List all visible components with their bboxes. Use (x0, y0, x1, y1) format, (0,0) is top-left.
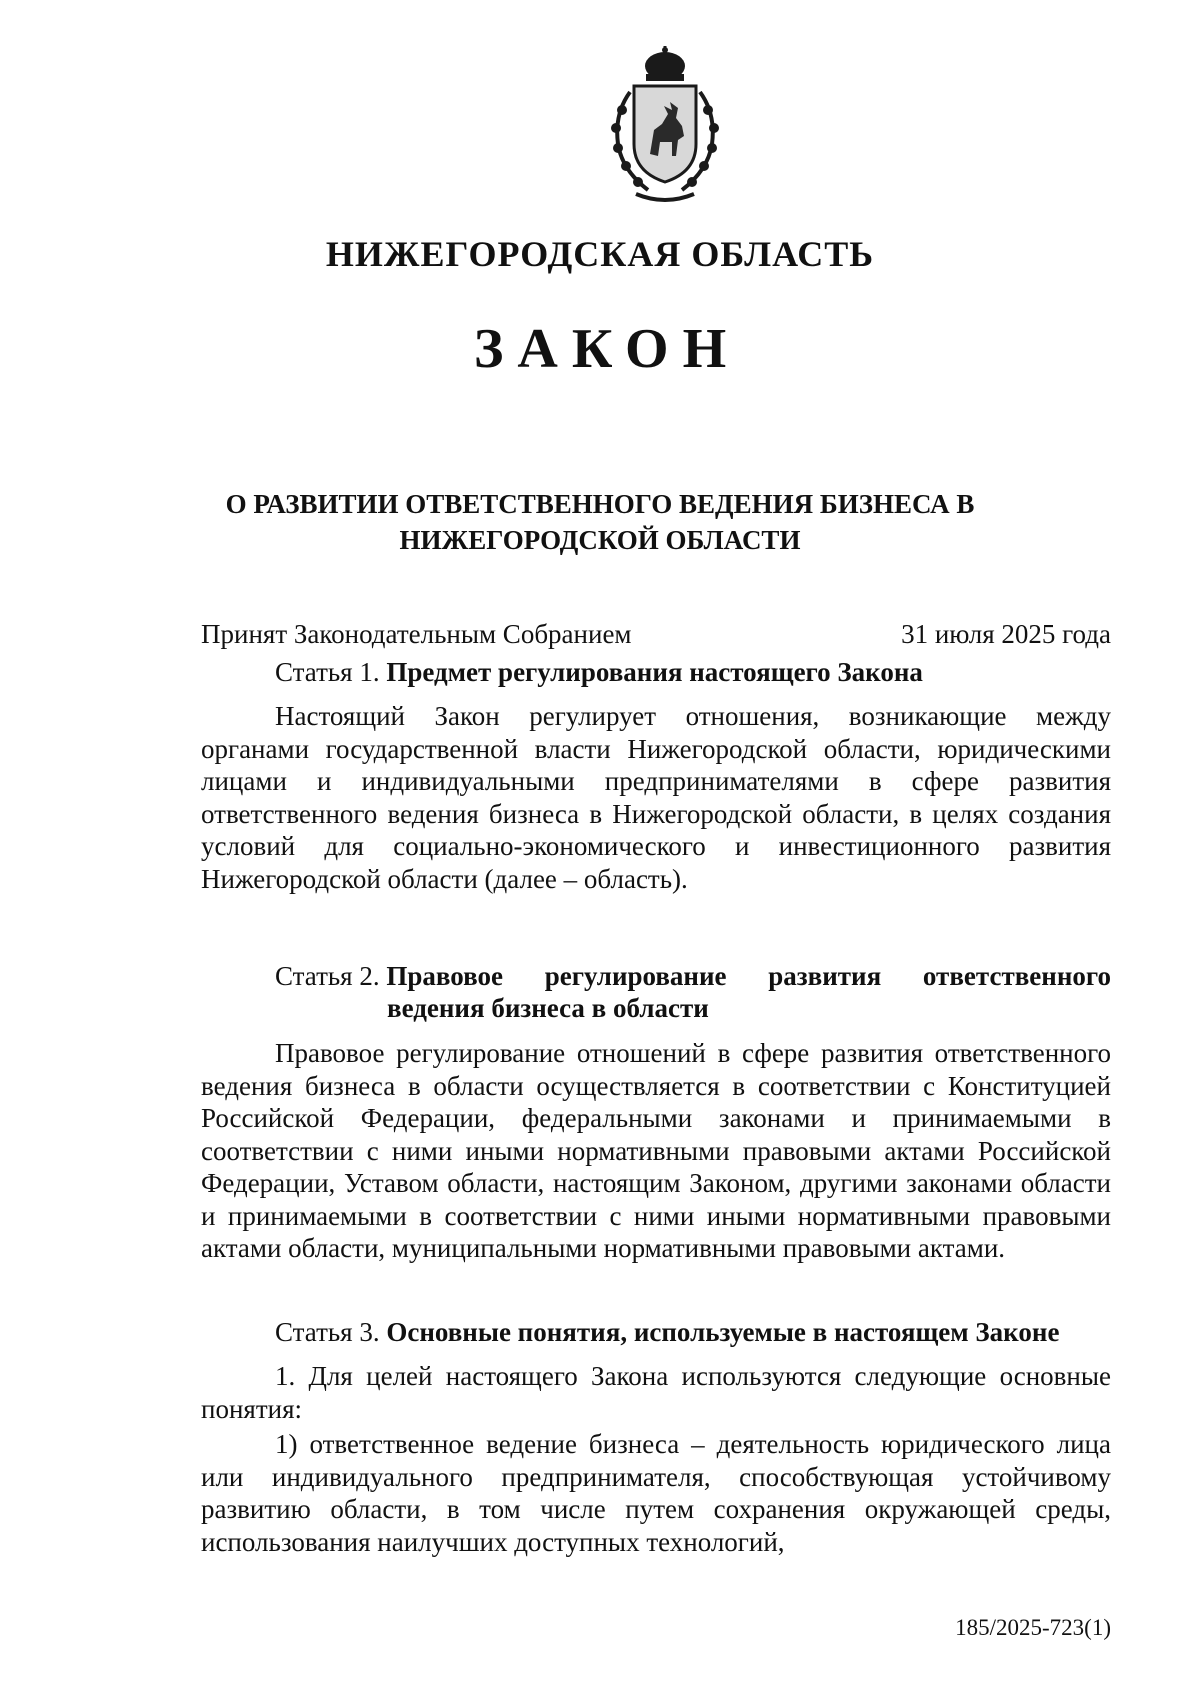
article-2-title-line-2: ведения бизнеса в области (387, 993, 709, 1023)
article-1-title: Предмет регулирования настоящего Закона (386, 657, 923, 687)
article-3-heading (275, 1316, 1111, 1348)
article-2-title-word-1: Правовое (386, 961, 503, 991)
region-name: НИЖЕГОРОДСКАЯ ОБЛАСТЬ (325, 234, 875, 274)
article-3-item-1: 1. Для целей настоящего Закона используются следующие основные понятия: (201, 1361, 1111, 1424)
document-type: ЗАКОН (473, 318, 741, 380)
article-2-label: Статья 2. (275, 961, 380, 991)
article-3-title: Основные понятия, используемые в настоящем Законе (386, 1317, 1060, 1347)
adopting-body: Принят Законодательным Собранием (201, 619, 632, 649)
article-2-text: Правовое регулирование отношений в сфере развития ответственного ведения бизнеса в области осуществляется в соответствии с Конституцией Российской Федерации, федеральными законами и принимаемыми в соответствии с ними иными нормативными правовыми актами Российской Федерации, Уставом области, настоящим Законом, другими законами области и принимаемыми в соответствии с ними иными нормативными правовыми актами области, муниципальными нормативными правовыми актами. (201, 1038, 1111, 1263)
article-1-heading (275, 656, 1111, 688)
document-registration-code: 185/2025-723(1) (955, 1615, 1111, 1640)
article-1-label: Статья 1. (275, 657, 380, 687)
article-3-item-1-1: 1) ответственное ведение бизнеса – деятельность юридического лица или индивидуального предпринимателя, способствующая устойчивому развитию области, в том числе путем сохранения окружающей среды, использования наилучших доступных технологий, (201, 1429, 1111, 1557)
article-2-heading (275, 960, 1111, 992)
coat-of-arms-icon (596, 44, 734, 204)
law-title: О РАЗВИТИИ ОТВЕТСТВЕННОГО ВЕДЕНИЯ БИЗНЕСА В НИЖЕГОРОДСКОЙ ОБЛАСТИ (225, 489, 975, 555)
article-2-title-word-3: развития (768, 961, 882, 991)
adoption-date: 31 июля 2025 года (901, 619, 1111, 649)
article-2-title-word-4: ответственного (922, 961, 1111, 991)
adoption-line (201, 616, 1111, 652)
article-1-text: Настоящий Закон регулирует отношения, возникающие между органами государственной власти Нижегородской области, юридическими лицами и индивидуальными предпринимателями в сфере развития ответственного ведения бизнеса в Нижегородской области, в целях создания условий для социально-экономического и инвестиционного развития Нижегородской области (далее – область). (201, 701, 1111, 894)
article-2-title-word-2: регулирование (544, 961, 727, 991)
article-3-label: Статья 3. (275, 1317, 380, 1347)
